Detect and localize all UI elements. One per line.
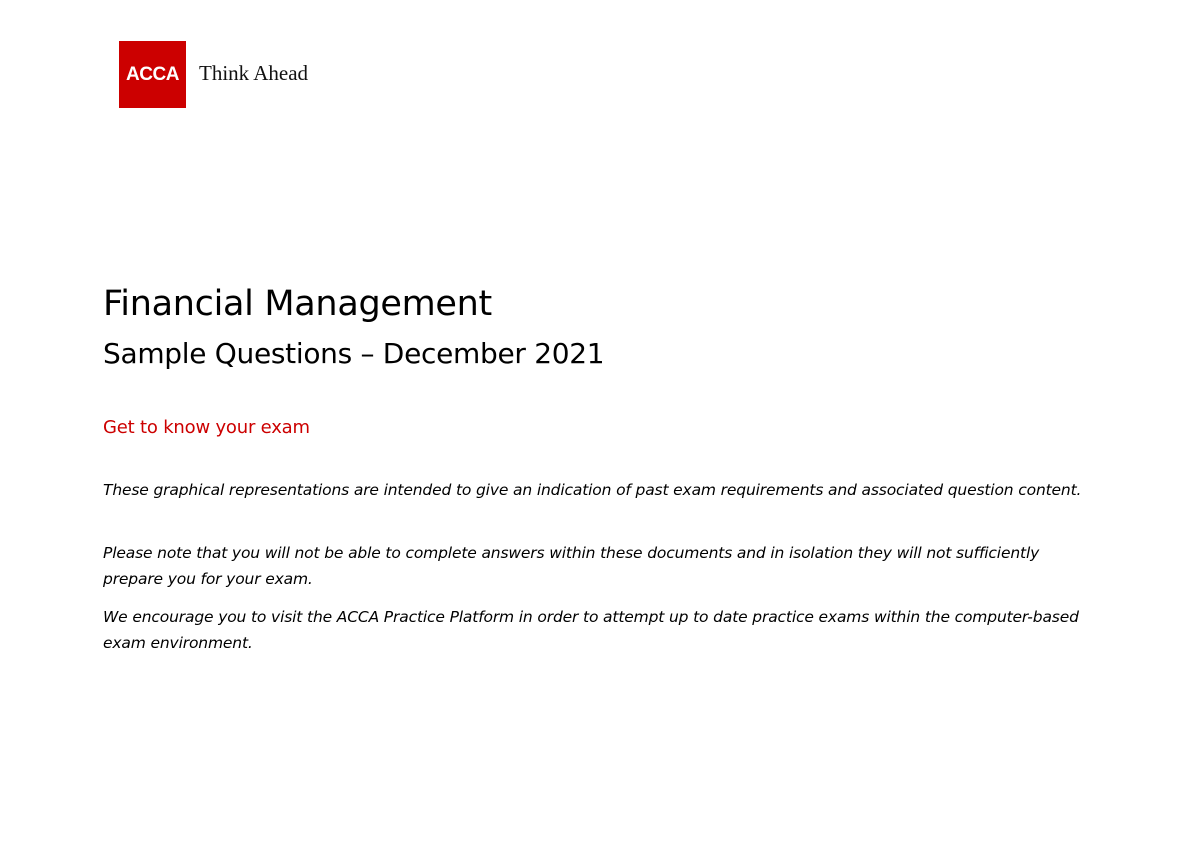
- encouragement-paragraph: We encourage you to visit the ACCA Practice Platform in order to attempt up to date practice exams within the computer-based exam environment.: [103, 608, 1079, 652]
- document-title: Financial Management: [103, 284, 492, 324]
- document-subtitle: Sample Questions – December 2021: [103, 337, 605, 370]
- logo-tagline: Think Ahead: [199, 61, 309, 85]
- note-paragraph: Please note that you will not be able to complete answers within these documents and in isolation they will not sufficiently prepare you for your exam.: [103, 544, 1040, 588]
- section-heading: Get to know your exam: [103, 417, 310, 438]
- intro-paragraph: These graphical representations are intended to give an indication of past exam requirements and associated question content.: [103, 481, 1082, 499]
- logo-text: ACCA: [126, 64, 179, 85]
- acca-logo: [119, 41, 186, 108]
